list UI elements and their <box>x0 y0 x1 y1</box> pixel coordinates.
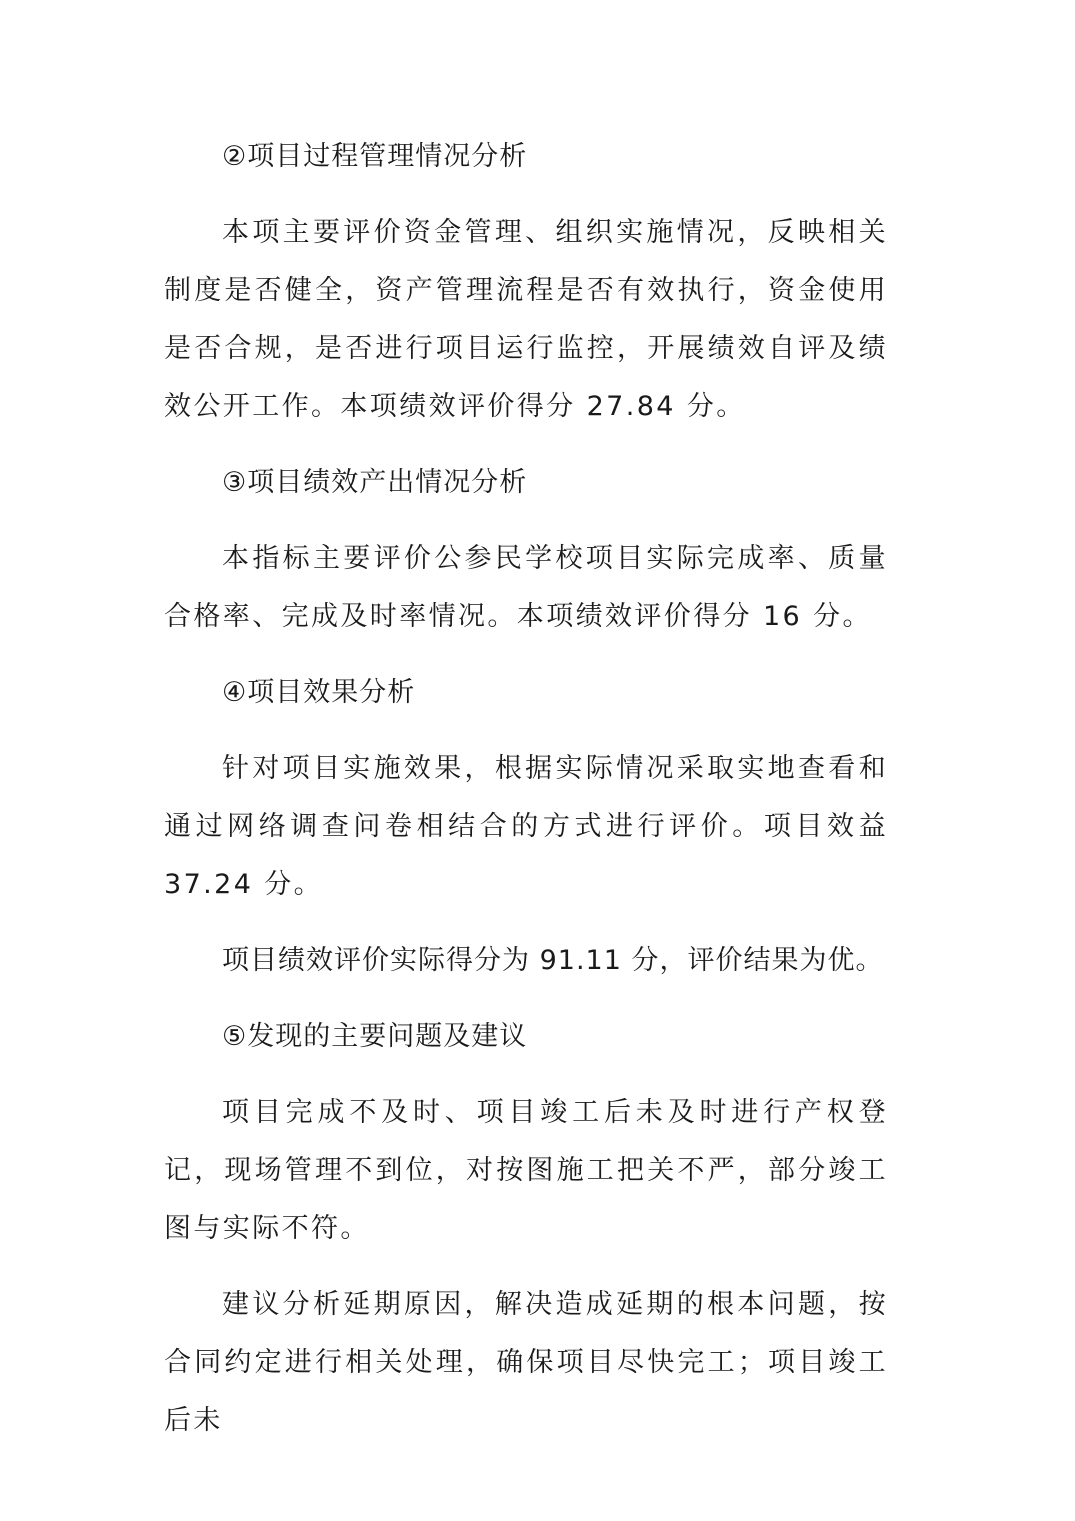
section-heading-performance-output: ③项目绩效产出情况分析 <box>222 467 528 498</box>
paragraph-total-score: 项目绩效评价实际得分为 91.11 分，评价结果为优。 <box>222 945 884 976</box>
section-heading-problems-suggestions: ⑤发现的主要问题及建议 <box>222 1021 528 1052</box>
paragraph-performance-output: 本指标主要评价公参民学校项目实际完成率、质量合格率、完成及时率情况。本项绩效评价得分 16 分。 <box>164 543 888 632</box>
section-heading-process-management: ②项目过程管理情况分析 <box>222 141 528 172</box>
document-page <box>164 128 888 1468</box>
paragraph-problems: 项目完成不及时、项目竣工后未及时进行产权登记，现场管理不到位，对按图施工把关不严，部分竣工图与实际不符。 <box>164 1097 888 1244</box>
section-heading-project-effect: ④项目效果分析 <box>222 677 416 708</box>
paragraph-process-management: 本项主要评价资金管理、组织实施情况，反映相关制度是否健全，资产管理流程是否有效执行，资金使用是否合规，是否进行项目运行监控，开展绩效自评及绩效公开工作。本项绩效评价得分 27.84 分。 <box>164 217 888 422</box>
paragraph-suggestions: 建议分析延期原因，解决造成延期的根本问题，按合同约定进行相关处理，确保项目尽快完工；项目竣工后未 <box>164 1289 888 1436</box>
paragraph-project-effect: 针对项目实施效果，根据实际情况采取实地查看和通过网络调查问卷相结合的方式进行评价。项目效益 37.24 分。 <box>164 753 888 900</box>
